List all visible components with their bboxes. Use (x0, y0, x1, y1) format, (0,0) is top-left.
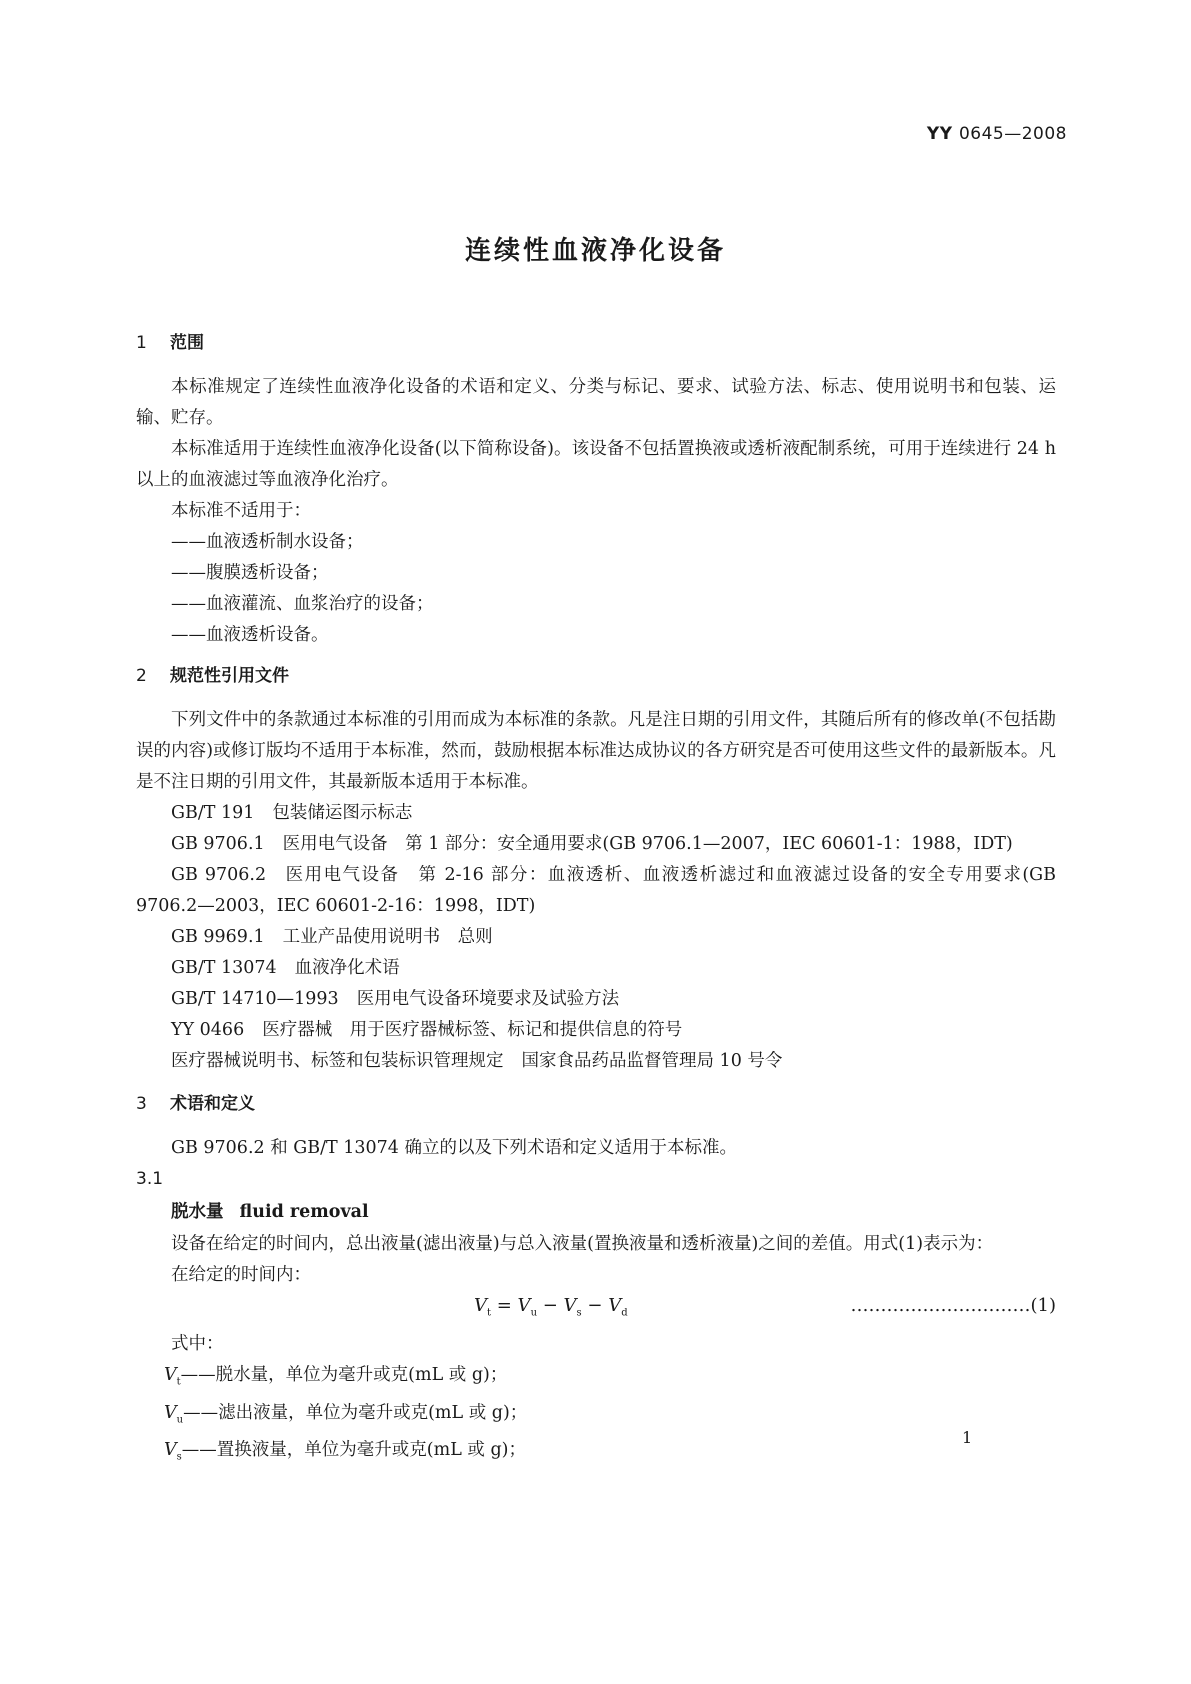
reference-code: GB 9706.1 (171, 834, 265, 854)
term-chinese: 脱水量 (171, 1202, 224, 1222)
formula-number: …………………………(1) (850, 1295, 1056, 1316)
document-body (136, 322, 1056, 1473)
paragraph: 式中： (171, 1334, 224, 1354)
variable-definition: $V_s——$置换液量，单位为毫升或克(mL 或 g)； (164, 1440, 526, 1463)
variable-definition: $V_u——$滤出液量，单位为毫升或克(mL 或 g)； (164, 1402, 528, 1425)
reference-code: 医疗器械说明书、标签和包装标识管理规定 (171, 1051, 504, 1071)
reference-code: GB/T 14710—1993 (171, 989, 339, 1009)
reference-title: 包装储运图示标志 (272, 803, 413, 823)
reference-item (136, 829, 1056, 860)
reference-code: GB/T 191 (171, 803, 255, 823)
reference-title: 工业产品使用说明书 总则 (282, 927, 493, 947)
section-title: 规范性引用文件 (170, 666, 289, 686)
list-item: ——血液透析制水设备； (171, 532, 364, 552)
document-title: 连续性血液净化设备 (464, 236, 726, 266)
paragraph: 本标准适用于连续性血液净化设备(以下简称设备)。该设备不包括置换液或透析液配制系统，可用于连续进行 24 h 以上的血液滤过等血液净化治疗。 (136, 439, 1056, 490)
paragraph: 在给定的时间内： (171, 1265, 311, 1285)
reference-title: 国家食品药品监督管理局 10 号令 (521, 1051, 783, 1071)
clause-number: 3.1 (136, 1169, 164, 1189)
reference-item (136, 860, 1056, 922)
section-number: 2 (136, 666, 147, 686)
page-number: 1 (962, 1428, 973, 1447)
variable-definition: $V_t——$脱水量，单位为毫升或克(mL 或 g)； (164, 1365, 508, 1388)
standard-code (927, 124, 1067, 144)
variable-description: ——置换液量，单位为毫升或克(mL 或 g)； (181, 1440, 526, 1460)
reference-title: 医用电气设备环境要求及试验方法 (356, 989, 620, 1009)
reference-item (136, 798, 1056, 829)
section-number: 1 (136, 333, 147, 353)
term-entry (136, 1195, 1056, 1229)
paragraph: 下列文件中的条款通过本标准的引用而成为本标准的条款。凡是注日期的引用文件，其随后所有的修改单(不包括勘误的内容)或修订版均不适用于本标准，然而，鼓励根据本标准达成协议的各方研究是否可使用这些文件的最新版本。凡是不注日期的引用文件，其最新版本适用于本标准。 (136, 710, 1056, 792)
reference-code: GB 9969.1 (171, 927, 265, 947)
reference-title: 血液净化术语 (294, 958, 400, 978)
section-number: 3 (136, 1094, 147, 1114)
reference-title: 医用电气设备 第 2-16 部分：血液透析、血液透析滤过和血液滤过设备的安全专用要求(GB 9706.2—2003，IEC 60601-2-16：1998，IDT) (136, 865, 1056, 916)
reference-item (136, 953, 1056, 984)
reference-item (136, 1046, 1056, 1077)
reference-title: 医疗器械 用于医疗器械标签、标记和提供信息的符号 (262, 1020, 683, 1040)
standard-number: 0645—2008 (958, 124, 1067, 144)
section-title: 术语和定义 (170, 1094, 255, 1114)
paragraph: 本标准不适用于： (171, 501, 311, 521)
section-3-heading (136, 1089, 1056, 1119)
list-item: ——腹膜透析设备； (171, 563, 329, 583)
reference-code: GB/T 13074 (171, 958, 277, 978)
section-1-heading (136, 328, 1056, 358)
definition: 设备在给定的时间内，总出液量(滤出液量)与总入液量(置换液量和透析液量)之间的差值。用式(1)表示为： (171, 1234, 994, 1254)
reference-code: GB 9706.2 (171, 865, 267, 885)
reference-title: 医用电气设备 第 1 部分：安全通用要求(GB 9706.1—2007，IEC 60601-1：1988，IDT) (282, 834, 1013, 854)
reference-item (136, 1015, 1056, 1046)
reference-item (136, 922, 1056, 953)
list-item: ——血液透析设备。 (171, 625, 329, 645)
section-title: 范围 (170, 333, 204, 353)
standard-prefix: YY (926, 124, 953, 144)
section-2-heading (136, 661, 1056, 691)
paragraph: GB 9706.2 和 GB/T 13074 确立的以及下列术语和定义适用于本标准。 (171, 1138, 737, 1158)
variable-description: ——脱水量，单位为毫升或克(mL 或 g)； (180, 1365, 508, 1385)
term-english: fluid removal (239, 1202, 369, 1222)
reference-code: YY 0466 (171, 1020, 245, 1040)
variable-description: ——滤出液量，单位为毫升或克(mL 或 g)； (183, 1402, 528, 1423)
formula (136, 1291, 1056, 1329)
paragraph: 本标准规定了连续性血液净化设备的术语和定义、分类与标记、要求、试验方法、标志、使用说明书和包装、运输、贮存。 (136, 377, 1056, 428)
list-item: ——血液灌流、血浆治疗的设备； (171, 594, 434, 614)
formula-expression: $V_t = V_u - V_s - V_d$ (474, 1295, 628, 1319)
reference-item (136, 984, 1056, 1015)
